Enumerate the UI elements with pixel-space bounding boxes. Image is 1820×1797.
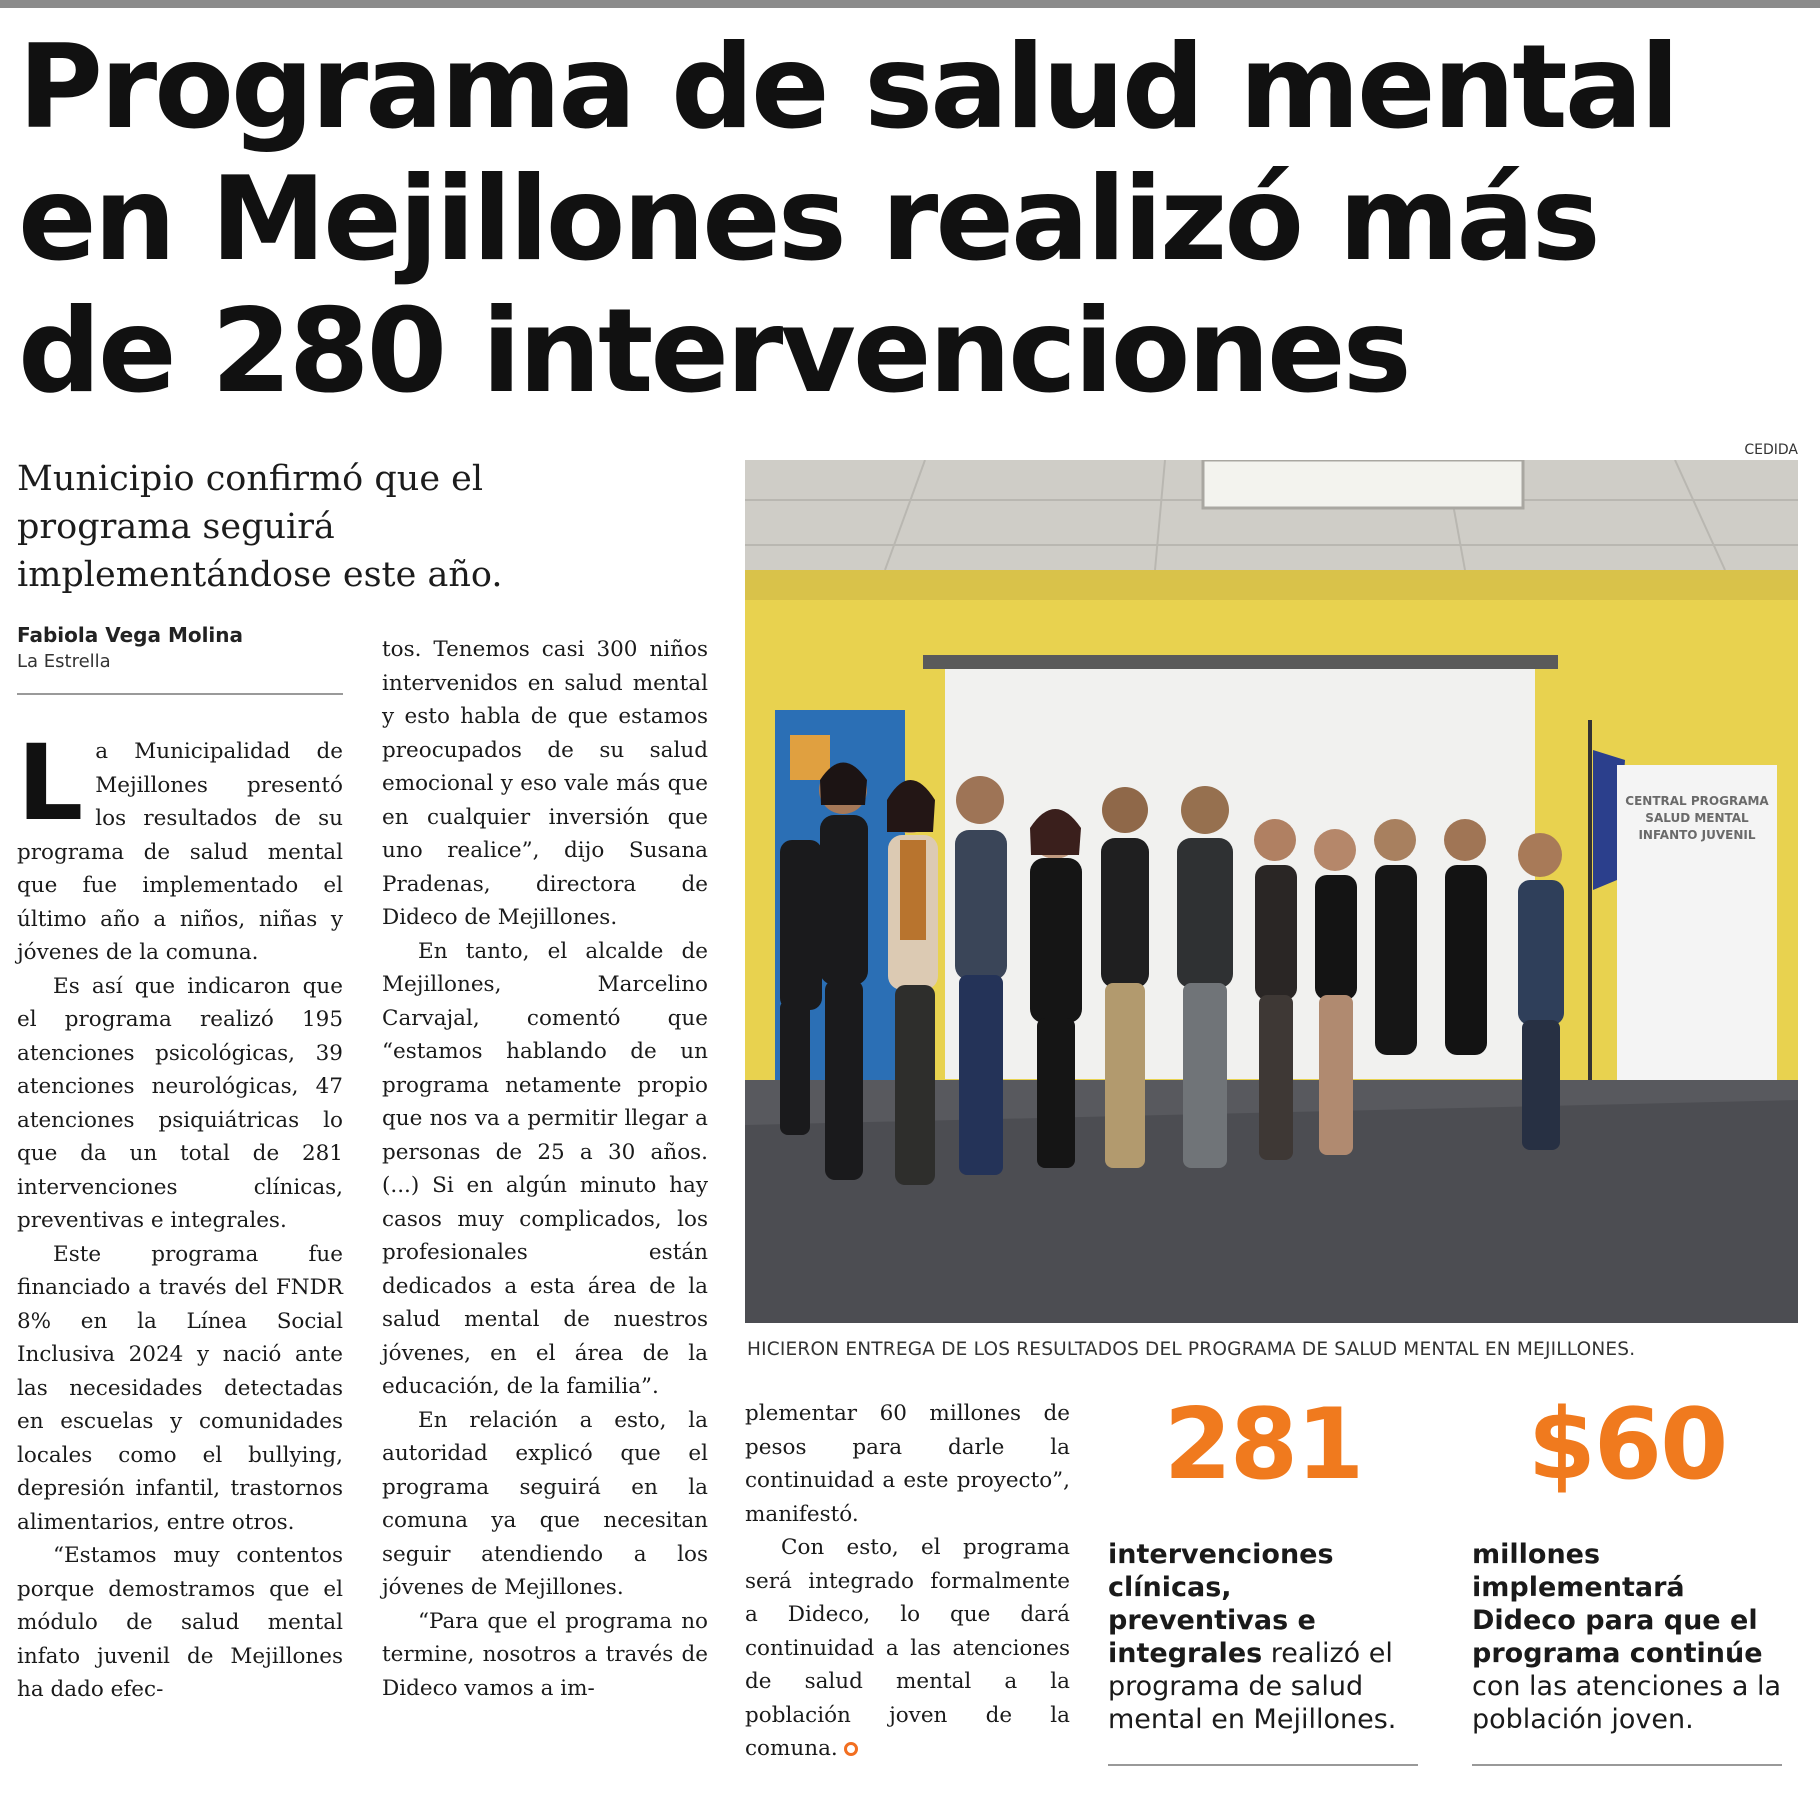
stat-box-interventions [1108, 1390, 1418, 1766]
paragraph: Es así que indicaron que el programa realizó 195 atenciones psicológicas, 39 atenciones neurológicas, 47 atenciones psiquiátricas lo que da un total de 281 intervenciones clínicas, preventivas e integrales. [17, 973, 343, 1233]
top-rule [0, 0, 1820, 8]
poster-text-line-2: SALUD MENTAL [1645, 811, 1749, 825]
photo-credit: CEDIDA [1744, 442, 1798, 458]
stat-description [1108, 1538, 1418, 1736]
end-mark-icon [844, 1742, 858, 1756]
poster-text-line-3: INFANTO JUVENIL [1638, 828, 1756, 842]
stat-divider [1472, 1764, 1782, 1766]
paragraph: Con esto, el programa será integrado formalmente a Dideco, lo que dará continuidad a las atenciones de salud mental a la población joven de la comuna. [745, 1535, 1070, 1761]
drop-cap: L [17, 722, 84, 844]
article-column-1 [17, 722, 343, 1707]
paragraph: a Municipalidad de Mejillones presentó los resultados de su programa de salud mental que fue implementado el último año a niños, niñas y jóvenes de la comuna. [17, 739, 343, 965]
paragraph: tos. Tenemos casi 300 niños intervenidos en salud mental y esto habla de que estamos preocupados de su salud emocional y eso vale más que en cualquier inversión que uno realice”, dijo Susana Pradenas, directora de Dideco de Mejillones. [382, 637, 708, 930]
stat-bold-text: millones implementará Dideco para que el programa continúe [1472, 1539, 1763, 1669]
headline: Programa de salud mental en Mejillones realizó más de 280 intervenciones [18, 20, 1677, 419]
byline-publication: La Estrella [17, 651, 111, 672]
paragraph: “Estamos muy contentos porque demostramos que el módulo de salud mental infato juvenil de Mejillones ha dado efec- [17, 1543, 343, 1702]
paragraph: En relación a esto, la autoridad explicó que el programa seguirá en la comuna ya que necesitan seguir atendiendo a los jóvenes de Mejillones. [382, 1407, 708, 1600]
stat-divider [1108, 1764, 1418, 1766]
article-column-2 [382, 633, 708, 1705]
stat-number: 281 [1163, 1388, 1363, 1502]
stat-bold-text: intervenciones clínicas, preventivas e integrales [1108, 1539, 1334, 1669]
byline-divider [17, 693, 343, 695]
paragraph: Este programa fue financiado a través del FNDR 8% en la Línea Social Inclusiva 2024 y nació ante las necesidades detectadas en escuelas y comunidades locales como el bullying, depresión infantil, trastornos alimentarios, entre otros. [17, 1241, 343, 1535]
photo-caption: HICIERON ENTREGA DE LOS RESULTADOS DEL PROGRAMA DE SALUD MENTAL EN MEJILLONES. [747, 1339, 1636, 1360]
poster-text-line-1: CENTRAL PROGRAMA [1625, 794, 1769, 808]
paragraph: En tanto, el alcalde de Mejillones, Marcelino Carvajal, comentó que “estamos hablando de un programa netamente propio que nos va a permitir llegar a personas de 25 a 30 años. (...) Si en algún minuto hay casos muy complicados, los profesionales están dedicados a esta área de la salud mental de nuestros jóvenes, en el área de la educación, de la familia”. [382, 938, 708, 1399]
article-column-3 [745, 1397, 1070, 1766]
group-photo-illustration [745, 460, 1798, 1323]
stat-number: $60 [1527, 1388, 1727, 1502]
article-photo [745, 460, 1798, 1323]
byline-author: Fabiola Vega Molina [17, 623, 244, 647]
subheadline: Municipio confirmó que el programa seguirá implementándose este año. [17, 459, 503, 595]
stat-description [1472, 1538, 1782, 1736]
stat-text: realizó el programa de salud mental en Mejillones. [1108, 1638, 1397, 1735]
paragraph: “Para que el programa no termine, nosotros a través de Dideco vamos a im- [382, 1608, 708, 1701]
paragraph: plementar 60 millones de pesos para darle la continuidad a este proyecto”, manifestó. [745, 1401, 1070, 1527]
stat-box-funding [1472, 1390, 1782, 1766]
stat-text: con las atenciones a la población joven. [1472, 1671, 1782, 1735]
